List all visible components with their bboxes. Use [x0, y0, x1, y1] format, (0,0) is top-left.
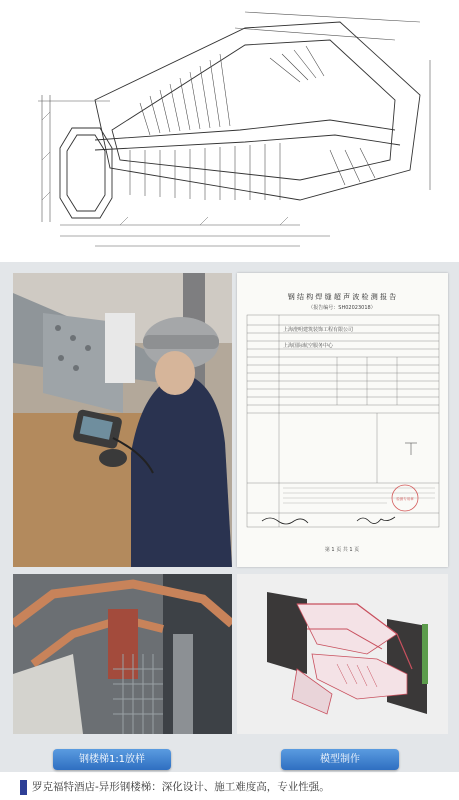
report-title: 钢 结 构 焊 缝 超 声 波 检 测 报 告 [287, 293, 397, 301]
stair-site-photo [13, 574, 232, 734]
signature-left [262, 518, 308, 524]
photo-panel [0, 262, 459, 772]
stamp-text: 检测专用章 [396, 497, 414, 501]
stair-cad-drawing [0, 0, 459, 262]
ultrasonic-test-report [237, 273, 448, 567]
caption-marker [20, 780, 27, 795]
ultrasonic-test-photo [13, 273, 232, 567]
model-making-button[interactable]: 模型制作 [281, 749, 399, 770]
report-page-footer: 第 1 页 共 1 页 [324, 547, 360, 553]
report-project-value: 上海国际航空服务中心 [283, 343, 334, 349]
report-client-value: 上海澄明建筑装饰工程有限公司 [283, 327, 354, 333]
page-caption: 罗克福特酒店-异形钢楼梯：深化设计、施工难度高，专业性强。 [32, 781, 330, 793]
stair-layout-button[interactable]: 钢楼梯1:1放样 [53, 749, 171, 770]
stair-3d-model [237, 574, 448, 734]
signature-right [357, 517, 395, 524]
report-number: （报告编号：SH02023018） [308, 305, 376, 311]
